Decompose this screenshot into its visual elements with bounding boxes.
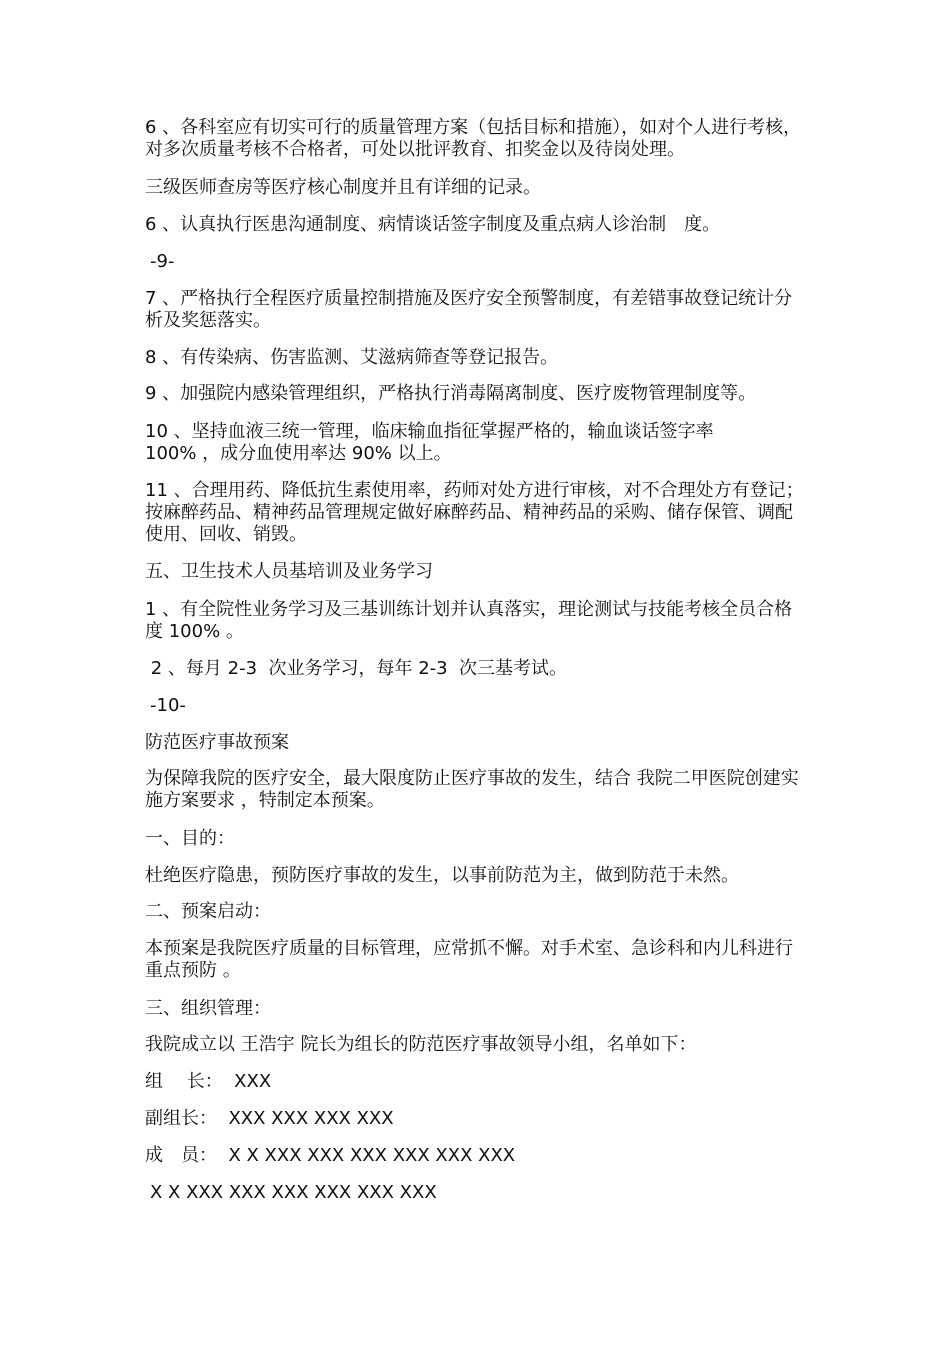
section-3-organization-heading: 三、组织管理：: [145, 998, 271, 1019]
paragraph-ward-rounds: 三级医师查房等医疗核心制度并且有详细的记录。: [145, 177, 541, 198]
member-members-continued: X X XXX XXX XXX XXX XXX XXX: [150, 1182, 437, 1203]
paragraph-plan-intro: 为保障我院的医疗安全，最大限度防止医疗事故的发生，结合 我院二甲医院创建实施方案要求 ，特制定本预案。: [145, 768, 799, 811]
section-2-activation-heading: 二、预案启动：: [145, 901, 271, 922]
paragraph-7-safety-warning: 7 、严格执行全程医疗质量控制措施及医疗安全预警制度，有差错事故登记统计分析及奖惩落实。: [145, 288, 793, 331]
section-5-heading: 五、卫生技术人员基培训及业务学习: [145, 561, 433, 582]
paragraph-purpose: 杜绝医疗隐患，预防医疗事故的发生，以事前防范为主，做到防范于未然。: [145, 865, 739, 886]
member-members: 成 员： X X XXX XXX XXX XXX XXX XXX: [145, 1145, 516, 1166]
member-leader: 组 长： XXX: [145, 1071, 272, 1092]
plan-title: 防范医疗事故预案: [145, 732, 289, 753]
section-1-purpose-heading: 一、目的：: [145, 828, 235, 849]
page-number-10: -10-: [150, 695, 186, 716]
paragraph-activation: 本预案是我院医疗质量的目标管理，应常抓不懈。对手术室、急诊科和内儿科进行重点预防 。: [145, 938, 793, 981]
paragraph-1-training-plan: 1 、有全院性业务学习及三基训练计划并认真落实，理论测试与技能考核全员合格度 100% 。: [145, 599, 793, 642]
paragraph-9-infection-control: 9 、加强院内感染管理组织，严格执行消毒隔离制度、医疗废物管理制度等。: [145, 383, 757, 404]
paragraph-10-blood-management: 10 、坚持血液三统一管理，临床输血指征掌握严格的，输血谈话签字率 100% ，成分血使用率达 90% 以上。: [145, 421, 714, 464]
paragraph-2-monthly-study: 2 、每月 2-3 次业务学习，每年 2-3 次三基考试。: [145, 658, 568, 679]
paragraph-6-quality-plan: 6 、各科室应有切实可行的质量管理方案（包括目标和措施），如对个人进行考核，对多次质量考核不合格者，可处以批评教育、扣奖金以及待岗处理。: [145, 117, 802, 160]
paragraph-leadership-group: 我院成立以 王浩宇 院长为组长的防范医疗事故领导小组，名单如下：: [145, 1034, 697, 1055]
paragraph-6-communication: 6 、认真执行医患沟通制度、病情谈话签字制度及重点病人诊治制 度。: [145, 214, 721, 235]
page-number-9: -9-: [150, 251, 175, 272]
paragraph-8-infectious-disease: 8 、有传染病、伤害监测、艾滋病筛查等登记报告。: [145, 347, 559, 368]
paragraph-11-rational-drug-use: 11 、合理用药、降低抗生素使用率，药师对处方进行审核，对不合理处方有登记；按麻醉药品、精神药品管理规定做好麻醉药品、精神药品的采购、储存保管、调配使用、回收、销毁。: [145, 480, 804, 545]
member-deputy-leaders: 副组长： XXX XXX XXX XXX: [145, 1108, 394, 1129]
